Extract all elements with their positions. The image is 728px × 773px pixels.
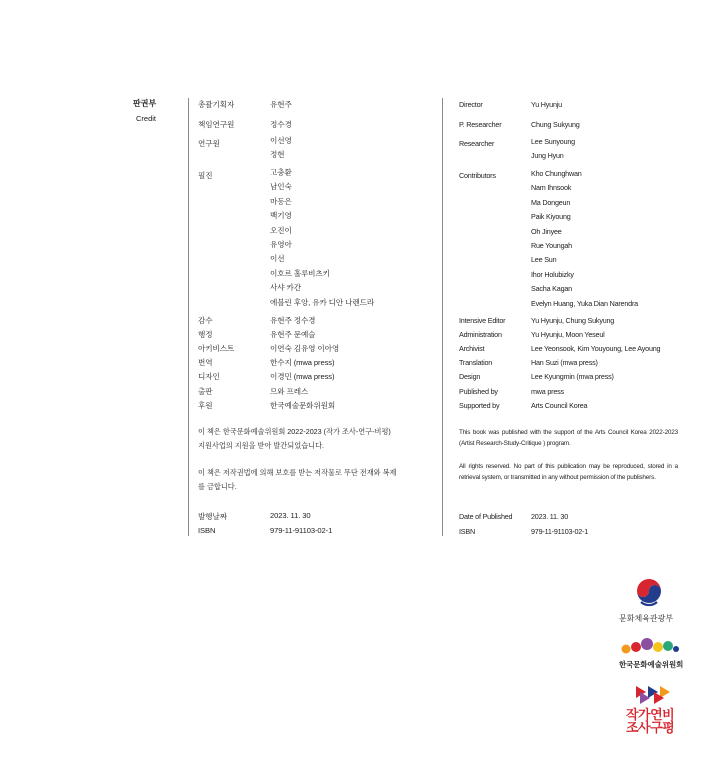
value-archivist-en: Lee Yeonsook, Kim Youyoung, Lee Ayoung <box>531 344 661 353</box>
contributor-item: 마동은 <box>270 196 292 206</box>
label-p-researcher-en: P. Researcher <box>459 120 502 129</box>
researcher-list-en <box>531 135 575 164</box>
contributor-item: Paik Kiyoung <box>531 212 571 222</box>
value-date-en: 2023. 11. 30 <box>531 512 569 521</box>
arko-logo-text: 한국문화예술위원회 <box>619 660 684 669</box>
value-published-en: mwa press <box>531 387 564 396</box>
mcst-logo-text: 문화체육관광부 <box>619 614 674 623</box>
support-note-ko-line2: 지원사업의 지원을 받아 발간되었습니다. <box>198 440 325 450</box>
label-director-en: Director <box>459 100 483 109</box>
label-isbn-en: ISBN <box>459 527 475 536</box>
label-researcher-en: Researcher <box>459 139 495 148</box>
researcher-item: Lee Sunyoung <box>531 137 575 146</box>
value-translation-en: Han Suzi (mwa press) <box>531 358 598 367</box>
support-note-ko-line1: 이 책은 한국문화예술위원회 2022-2023 (작가 조사-연구-비평) <box>198 427 391 436</box>
value-director-ko: 유현주 <box>270 100 292 109</box>
label-archivist-en: Archivist <box>459 344 485 353</box>
value-isbn-en: 979-11-91103-02-1 <box>531 527 589 536</box>
label-date-ko: 발행날짜 <box>198 512 227 521</box>
value-p-researcher-en: Chung Sukyung <box>531 120 580 129</box>
label-translation-ko: 번역 <box>198 358 213 367</box>
value-date-ko: 2023. 11. 30 <box>270 511 311 520</box>
label-editor-ko: 감수 <box>198 316 213 325</box>
value-isbn-ko: 979-11-91103-02-1 <box>270 526 333 535</box>
contributor-item: 남인숙 <box>270 182 292 192</box>
label-admin-ko: 행정 <box>198 330 213 339</box>
value-admin-en: Yu Hyunju, Moon Yeseul <box>531 330 605 339</box>
credit-title-en: Credit <box>136 114 157 123</box>
center-divider <box>442 98 443 536</box>
contributor-item: Nam Ihnsook <box>531 183 572 193</box>
value-supported-en: Arts Council Korea <box>531 401 588 410</box>
researcher-item: 정현 <box>270 150 285 160</box>
copyright-note-ko-line1: 이 책은 저작권법에 의해 보호를 받는 저작물로 무단 전재와 복제 <box>198 468 397 477</box>
label-p-researcher-ko: 책임연구원 <box>198 120 235 129</box>
value-editor-en: Yu Hyunju, Chung Sukyung <box>531 316 615 325</box>
contributor-item: 유영아 <box>270 239 292 249</box>
copyright-note-en: All rights reserved. No part of this publication may be reproduced, stored in a retrieval system, or transmitted in any without permission of the publishers. <box>459 463 678 481</box>
label-date-en: Date of Published <box>459 512 513 521</box>
label-translation-en: Translation <box>459 358 493 367</box>
contributor-item: 에블린 후앙, 유카 디안 나렌드라 <box>270 297 375 307</box>
contributor-item: 이선 <box>270 254 285 264</box>
value-design-ko: 이경민 (mwa press) <box>270 372 335 381</box>
label-supported-en: Supported by <box>459 401 500 410</box>
researcher-list-ko <box>270 134 292 163</box>
label-supported-ko: 후원 <box>198 401 213 410</box>
project-logo-line2: 조사구평 <box>626 720 675 735</box>
label-editor-en: Intensive Editor <box>459 316 506 325</box>
value-p-researcher-ko: 정수경 <box>270 120 292 129</box>
arko-dots-icon <box>621 636 679 656</box>
value-director-en: Yu Hyunju <box>531 100 562 109</box>
researcher-item: 이선영 <box>270 136 292 145</box>
left-divider <box>188 98 189 536</box>
label-director-ko: 총괄기획자 <box>198 100 235 109</box>
contributor-item: Oh Jinyee <box>531 226 562 236</box>
contributor-item: Kho Chunghwan <box>531 169 582 178</box>
support-note-en: This book was published with the support of the Arts Council Korea 2022-2023 (Artist Research-Study-Critique ) program. <box>459 429 678 447</box>
contributor-item: Sacha Kagan <box>531 284 572 294</box>
support-note-ko <box>198 425 434 452</box>
project-logo-line1: 작가연비 <box>626 707 675 722</box>
contributor-item: 오진이 <box>270 225 292 235</box>
value-published-ko: 므와 프레스 <box>270 387 309 396</box>
contributor-item: 사샤 카간 <box>270 283 301 293</box>
contributor-item: Ihor Holubizky <box>531 269 574 279</box>
value-design-en: Lee Kyungmin (mwa press) <box>531 372 614 381</box>
copyright-note-ko <box>198 466 434 493</box>
value-admin-ko: 유현주 문예슬 <box>270 330 316 339</box>
copyright-note-ko-line2: 를 금합니다. <box>198 481 237 491</box>
label-published-en: Published by <box>459 387 498 396</box>
project-arrows-icon <box>636 686 676 706</box>
contributors-list-en <box>531 167 638 311</box>
contributor-item: Evelyn Huang, Yuka Dian Narendra <box>531 298 638 308</box>
value-archivist-ko: 이연숙 김유영 이아영 <box>270 344 340 353</box>
label-published-ko: 출판 <box>198 387 213 396</box>
credit-title-ko: 판권부 <box>133 99 157 108</box>
label-design-ko: 디자인 <box>198 372 220 381</box>
label-archivist-ko: 아키비스트 <box>198 344 235 353</box>
contributor-item: 백기영 <box>270 211 292 221</box>
label-isbn-ko: ISBN <box>198 526 216 535</box>
value-supported-ko: 한국예술문화위원회 <box>270 401 336 410</box>
value-translation-ko: 한수지 (mwa press) <box>270 358 335 367</box>
researcher-item: Jung Hyun <box>531 151 564 161</box>
mcst-emblem-icon <box>634 578 664 608</box>
value-editor-ko: 유현주 정수경 <box>270 316 316 325</box>
label-contributors-en: Contributors <box>459 171 496 180</box>
label-contributors-ko: 필진 <box>198 171 213 180</box>
contributor-item: Rue Youngah <box>531 240 572 250</box>
contributors-list-ko <box>270 166 374 310</box>
label-admin-en: Administration <box>459 330 502 339</box>
contributor-item: 고충환 <box>270 168 292 177</box>
label-researcher-ko: 연구원 <box>198 139 220 148</box>
label-design-en: Design <box>459 372 481 381</box>
contributor-item: Lee Sun <box>531 255 557 265</box>
contributor-item: 이호르 홀루비츠키 <box>270 268 330 278</box>
contributor-item: Ma Dongeun <box>531 197 571 207</box>
